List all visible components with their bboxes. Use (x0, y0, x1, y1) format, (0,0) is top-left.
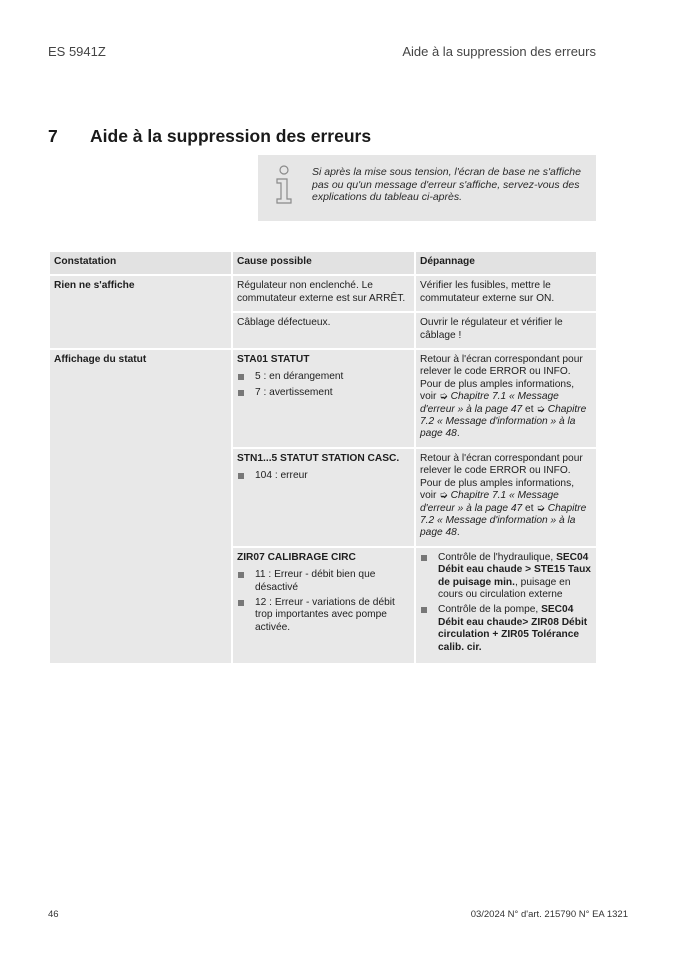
parameter-path: SEC04 Débit eau chaude > STE15 Taux de puisage min. (438, 551, 591, 588)
status-code-title: STN1...5 STATUT STATION CASC. (237, 452, 400, 464)
fix-cell: Vérifier les fusibles, mettre le commutateur externe sur ON. (416, 276, 596, 311)
fix-cell (416, 350, 596, 447)
info-icon (272, 165, 296, 210)
conjunction: et (525, 502, 534, 514)
footer-article-info: 03/2024 N° d'art. 215790 N° EA 1321 (470, 909, 628, 920)
fix-cell (416, 449, 596, 546)
chapter-number: 7 (48, 126, 58, 146)
list-item: 104 : erreur (237, 470, 409, 482)
troubleshooting-table (48, 250, 598, 665)
list-item: 7 : avertissement (237, 387, 409, 399)
cause-list (237, 371, 409, 399)
chapter-link[interactable]: Chapitre 7.1 « Message d'erreur » à la page 47 (420, 391, 559, 415)
list-item (420, 552, 591, 602)
list-item: 5 : en dérangement (237, 371, 409, 383)
cause-list (237, 569, 409, 634)
column-header-cause: Cause possible (233, 252, 414, 274)
column-header-constatation: Constatation (50, 252, 231, 274)
column-header-depannage: Dépannage (416, 252, 596, 274)
constatation-cell: Rien ne s'affiche (50, 276, 231, 348)
link-arrow-icon: ➭ (536, 403, 545, 415)
list-item: 11 : Erreur - débit bien que désactivé (237, 569, 409, 594)
info-note (258, 155, 596, 221)
chapter-title: Aide à la suppression des erreurs (90, 126, 372, 146)
cause-cell: Câblage défectueux. (233, 313, 414, 348)
header-section-title: Aide à la suppression des erreurs (402, 44, 596, 59)
cause-cell (233, 350, 414, 447)
fix-cell (416, 548, 596, 663)
cause-list (237, 470, 409, 482)
link-arrow-icon: ➭ (536, 502, 545, 514)
cause-cell (233, 548, 414, 663)
chapter-link[interactable]: Chapitre 7.2 « Message d'information » à la page 48 (420, 403, 587, 440)
page-number: 46 (48, 909, 59, 920)
fix-text: Retour à l'écran correspondant pour relever le code ERROR ou INFO. Pour de plus amples informations, voir (420, 354, 583, 403)
cause-cell: Régulateur non enclenché. Le commutateur externe est sur ARRÊT. (233, 276, 414, 311)
header-doc-code: ES 5941Z (48, 44, 106, 59)
fix-cell: Ouvrir le régulateur et vérifier le câblage ! (416, 313, 596, 348)
fix-text: Contrôle de la pompe, (438, 604, 539, 616)
constatation-cell: Affichage du statut (50, 350, 231, 663)
link-arrow-icon: ➭ (439, 490, 448, 502)
table-row (50, 350, 596, 447)
period: . (456, 527, 460, 539)
chapter-link[interactable]: Chapitre 7.1 « Message d'erreur » à la page 47 (420, 490, 559, 514)
status-code-title: ZIR07 CALIBRAGE CIRC (237, 551, 356, 563)
fix-text: Contrôle de l'hydraulique, (438, 551, 554, 563)
period: . (456, 428, 460, 440)
chapter-link[interactable]: Chapitre 7.2 « Message d'information » à la page 48 (420, 502, 587, 539)
chapter-heading (48, 126, 371, 147)
list-item: 12 : Erreur - variations de débit trop importantes avec pompe activée. (237, 597, 409, 634)
table-header-row (50, 252, 596, 274)
parameter-path: SEC04 Débit eau chaude> ZIR08 Débit circulation + ZIR05 Tolérance calib. cir. (438, 604, 588, 653)
fix-text: Retour à l'écran correspondant pour relever le code ERROR ou INFO. Pour de plus amples informations, voir (420, 452, 583, 502)
list-item (420, 604, 591, 654)
fix-text: , puisage en cours ou circulation externe (438, 576, 571, 600)
status-code-title: STA01 STATUT (237, 354, 310, 366)
table-row (50, 276, 596, 311)
cause-cell (233, 449, 414, 546)
info-note-text: Si après la mise sous tension, l'écran de base ne s'affiche pas ou qu'un message d'erreur s'affiche, servez-vous des explications du tableau ci-après. (312, 166, 581, 204)
link-arrow-icon: ➭ (439, 391, 448, 403)
fix-list (420, 552, 591, 654)
conjunction: et (525, 403, 534, 415)
